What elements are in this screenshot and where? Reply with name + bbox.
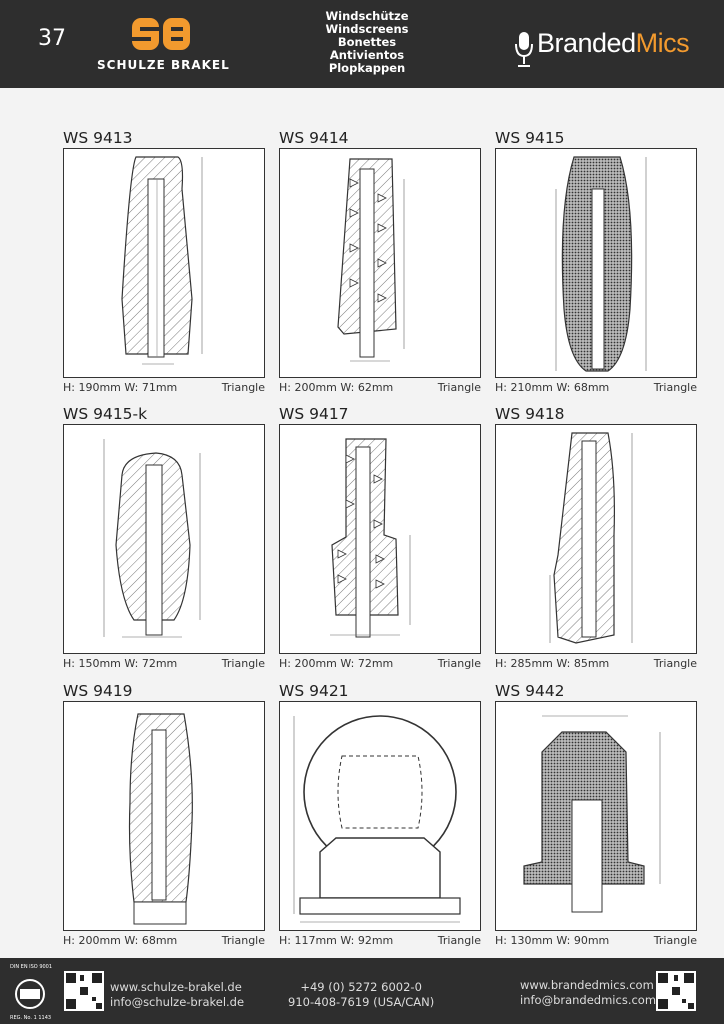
title-es: Antivientos <box>329 48 405 62</box>
email-link[interactable]: info@schulze-brakel.de <box>110 995 245 1009</box>
technical-drawing <box>279 424 481 654</box>
product-dimensions: H: 130mm W: 90mm <box>495 934 610 947</box>
qr-code-icon <box>64 971 104 1011</box>
title-de: Windschütze <box>325 9 409 23</box>
technical-drawing <box>495 148 697 378</box>
product-type: Triangle <box>437 381 481 394</box>
product-name: WS 9417 <box>279 405 349 423</box>
product-type: Triangle <box>653 657 697 670</box>
product-type: Triangle <box>221 657 265 670</box>
product-name: WS 9414 <box>279 129 349 147</box>
website-link[interactable]: www.schulze-brakel.de <box>110 980 242 994</box>
page-number: 37 <box>38 26 66 51</box>
page-footer <box>0 958 724 1024</box>
reg-text: REG. No. 1 1143 <box>10 1015 52 1021</box>
technical-drawing <box>495 701 697 931</box>
phone-germany: +49 (0) 5272 6002-0 <box>300 980 422 994</box>
product-type: Triangle <box>437 934 481 947</box>
technical-drawing <box>63 148 265 378</box>
technical-drawing <box>279 701 481 931</box>
iso-seal-icon <box>10 964 54 1020</box>
technical-drawing <box>63 424 265 654</box>
product-dimensions: H: 200mm W: 62mm <box>279 381 394 394</box>
product-dimensions: H: 285mm W: 85mm <box>495 657 610 670</box>
page-header <box>0 0 724 88</box>
title-fr: Bonettes <box>337 35 397 49</box>
product-type: Triangle <box>437 657 481 670</box>
brand-suffix: Mics <box>635 28 690 58</box>
schulze-brakel-logo <box>130 14 192 54</box>
product-dimensions: H: 117mm W: 92mm <box>279 934 394 947</box>
title-en: Windscreens <box>325 22 409 36</box>
brand-prefix: Branded <box>537 28 636 58</box>
product-dimensions: H: 190mm W: 71mm <box>63 381 178 394</box>
product-name: WS 9418 <box>495 405 565 423</box>
product-name: WS 9442 <box>495 682 565 700</box>
technical-drawing <box>279 148 481 378</box>
microphone-icon <box>513 30 535 70</box>
product-dimensions: H: 200mm W: 72mm <box>279 657 394 670</box>
technical-drawing <box>63 701 265 931</box>
title-nl: Plopkappen <box>328 61 406 75</box>
product-name: WS 9415-k <box>63 405 148 423</box>
email-link[interactable]: info@brandedmics.com <box>520 993 657 1007</box>
product-dimensions: H: 210mm W: 68mm <box>495 381 610 394</box>
product-name: WS 9421 <box>279 682 349 700</box>
product-dimensions: H: 200mm W: 68mm <box>63 934 178 947</box>
product-dimensions: H: 150mm W: 72mm <box>63 657 178 670</box>
product-type: Triangle <box>653 381 697 394</box>
technical-drawing <box>495 424 697 654</box>
branded-mics-logo <box>537 28 689 59</box>
product-name: WS 9415 <box>495 129 565 147</box>
product-type: Triangle <box>221 381 265 394</box>
company-name: SCHULZE BRAKEL <box>97 58 230 72</box>
product-titles <box>312 10 422 75</box>
qr-code-icon <box>656 971 696 1011</box>
website-link[interactable]: www.brandedmics.com <box>520 978 654 992</box>
product-name: WS 9419 <box>63 682 133 700</box>
phone-usa: 910-408-7619 (USA/CAN) <box>288 995 435 1009</box>
product-type: Triangle <box>221 934 265 947</box>
product-name: WS 9413 <box>63 129 133 147</box>
iso-text: DIN EN ISO 9001 <box>10 964 53 970</box>
product-type: Triangle <box>653 934 697 947</box>
